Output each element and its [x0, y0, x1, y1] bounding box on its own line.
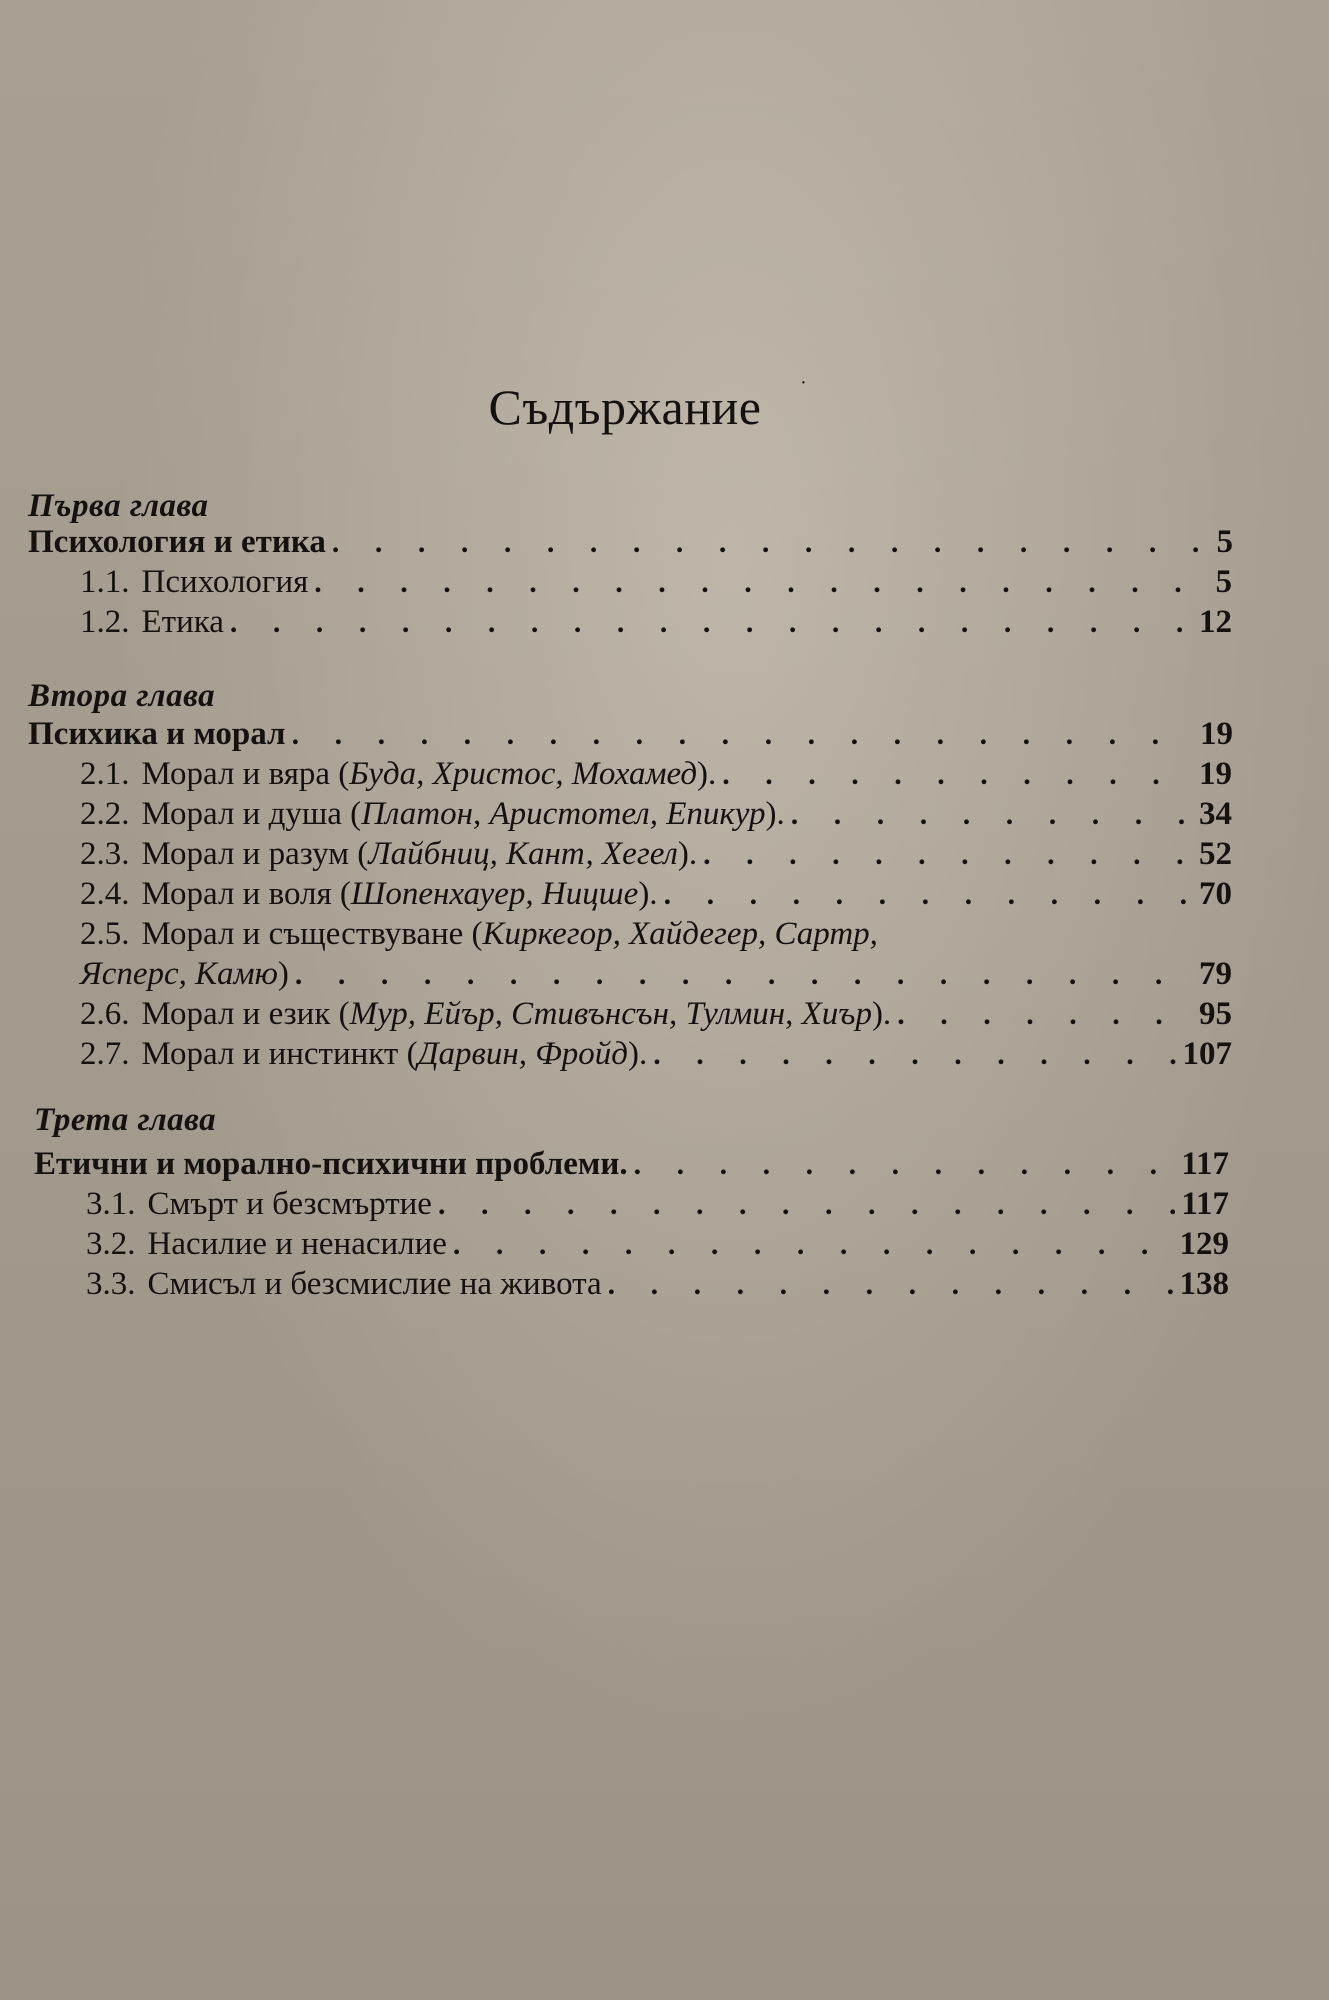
leader-dots [608, 1268, 1174, 1302]
entry-number: 3.3. [86, 1266, 136, 1302]
entry-number: 1.2. [80, 604, 130, 640]
entry-names: Шопенхауер, Ницше [350, 876, 639, 912]
chapter-3-heading-row [34, 1146, 1229, 1183]
chapter-2-heading: Психика и морал [28, 716, 286, 752]
chapter-1-label: Първа глава [28, 488, 209, 524]
entry-names: Платон, Аристотел, Епикур [361, 796, 766, 832]
leader-dots [722, 758, 1193, 792]
entry-page: 79 [1199, 956, 1232, 992]
entry-title: Насилие и ненасилие [147, 1226, 447, 1262]
chapter-1-heading-row [28, 524, 1233, 561]
toc-entry-2-7 [80, 1036, 1232, 1073]
entry-page: 19 [1199, 756, 1232, 792]
toc-entry-1-1 [80, 564, 1232, 601]
entry-title: Смисъл и безсмислие на живота [147, 1266, 602, 1302]
toc-entry-3-2 [86, 1226, 1229, 1263]
leader-dots [438, 1188, 1175, 1222]
leader-dots [634, 1148, 1176, 1182]
entry-title: Психология [141, 564, 309, 600]
leader-dots [230, 606, 1193, 640]
entry-title: Морал и вяра (Буда, Христос, Мохамед). [141, 756, 717, 792]
entry-number: 1.1. [80, 564, 130, 600]
entry-title: Морал и душа (Платон, Аристотел, Епикур). [141, 796, 785, 832]
entry-title: Смърт и безсмъртие [147, 1186, 432, 1222]
entry-title: Морал и съществуване (Киркегор, Хайдегер, Сартр, [141, 916, 878, 952]
toc-entry-2-6 [80, 996, 1232, 1033]
chapter-3-heading: Етични и морално-психични проблеми. [34, 1146, 628, 1182]
entry-number: 3.1. [86, 1186, 136, 1222]
entry-page: 95 [1199, 996, 1232, 1032]
entry-number: 2.4. [80, 876, 130, 912]
entry-title: Морал и разум (Лайбниц, Кант, Хегел). [141, 836, 698, 872]
entry-number: 2.2. [80, 796, 130, 832]
entry-title: Етика [141, 604, 224, 640]
entry-page: 34 [1199, 796, 1232, 832]
leader-dots [664, 878, 1193, 912]
entry-names: Лайбниц, Кант, Хегел [368, 836, 678, 872]
chapter-3-page: 117 [1181, 1146, 1229, 1182]
entry-names: Мур, Ейър, Стивънсън, Тулмин, Хиър [349, 996, 872, 1032]
entry-title: Морал и език (Мур, Ейър, Стивънсън, Тулмин, Хиър). [141, 996, 892, 1032]
entry-page: 129 [1179, 1226, 1229, 1262]
leader-dots [332, 526, 1201, 560]
ink-speck: · [800, 372, 807, 394]
chapter-1-heading: Психология и етика [28, 524, 326, 560]
toc-entry-3-3 [86, 1266, 1229, 1303]
leader-dots [292, 718, 1194, 752]
entry-names: Ясперс, Камю [80, 956, 278, 992]
leader-dots [653, 1038, 1176, 1072]
entry-page: 107 [1182, 1036, 1232, 1072]
leader-dots [791, 798, 1193, 832]
entry-page: 12 [1199, 604, 1232, 640]
toc-entry-2-2 [80, 796, 1232, 833]
entry-title: Морал и инстинкт (Дарвин, Фройд). [141, 1036, 648, 1072]
toc-entry-2-5-cont [80, 956, 1232, 993]
chapter-2-label: Втора глава [28, 678, 216, 714]
entry-page: 70 [1199, 876, 1232, 912]
toc-entry-3-1 [86, 1186, 1229, 1223]
page-title: Съдържание [488, 379, 762, 435]
entry-title-cont: Ясперс, Камю) [80, 956, 289, 992]
entry-names: Дарвин, Фройд [417, 1036, 628, 1072]
entry-number: 2.5. [80, 916, 130, 952]
toc-entry-1-2 [80, 604, 1232, 641]
leader-dots [703, 838, 1193, 872]
leader-dots [314, 566, 1200, 600]
entry-number: 2.1. [80, 756, 130, 792]
entry-names: Буда, Христос, Мохамед [349, 756, 698, 792]
entry-page: 52 [1199, 836, 1232, 872]
toc-entry-2-4 [80, 876, 1232, 913]
entry-number: 2.3. [80, 836, 130, 872]
entry-number: 2.6. [80, 996, 130, 1032]
chapter-3-label: Трета глава [34, 1102, 217, 1138]
entry-page: 5 [1215, 564, 1232, 600]
toc-entry-2-5 [80, 916, 1232, 953]
entry-page: 138 [1179, 1266, 1229, 1302]
entry-page: 117 [1181, 1186, 1229, 1222]
leader-dots [453, 1228, 1174, 1262]
entry-number: 3.2. [86, 1226, 136, 1262]
entry-title: Морал и воля (Шопенхауер, Ницше). [141, 876, 658, 912]
chapter-1-page: 5 [1216, 524, 1233, 560]
entry-number: 2.7. [80, 1036, 130, 1072]
toc-entry-2-1 [80, 756, 1232, 793]
chapter-2-page: 19 [1200, 716, 1233, 752]
chapter-2-heading-row [28, 716, 1233, 753]
toc-entry-2-3 [80, 836, 1232, 873]
leader-dots [897, 998, 1193, 1032]
leader-dots [295, 958, 1193, 992]
entry-names: Киркегор, Хайдегер, Сартр, [482, 916, 878, 952]
